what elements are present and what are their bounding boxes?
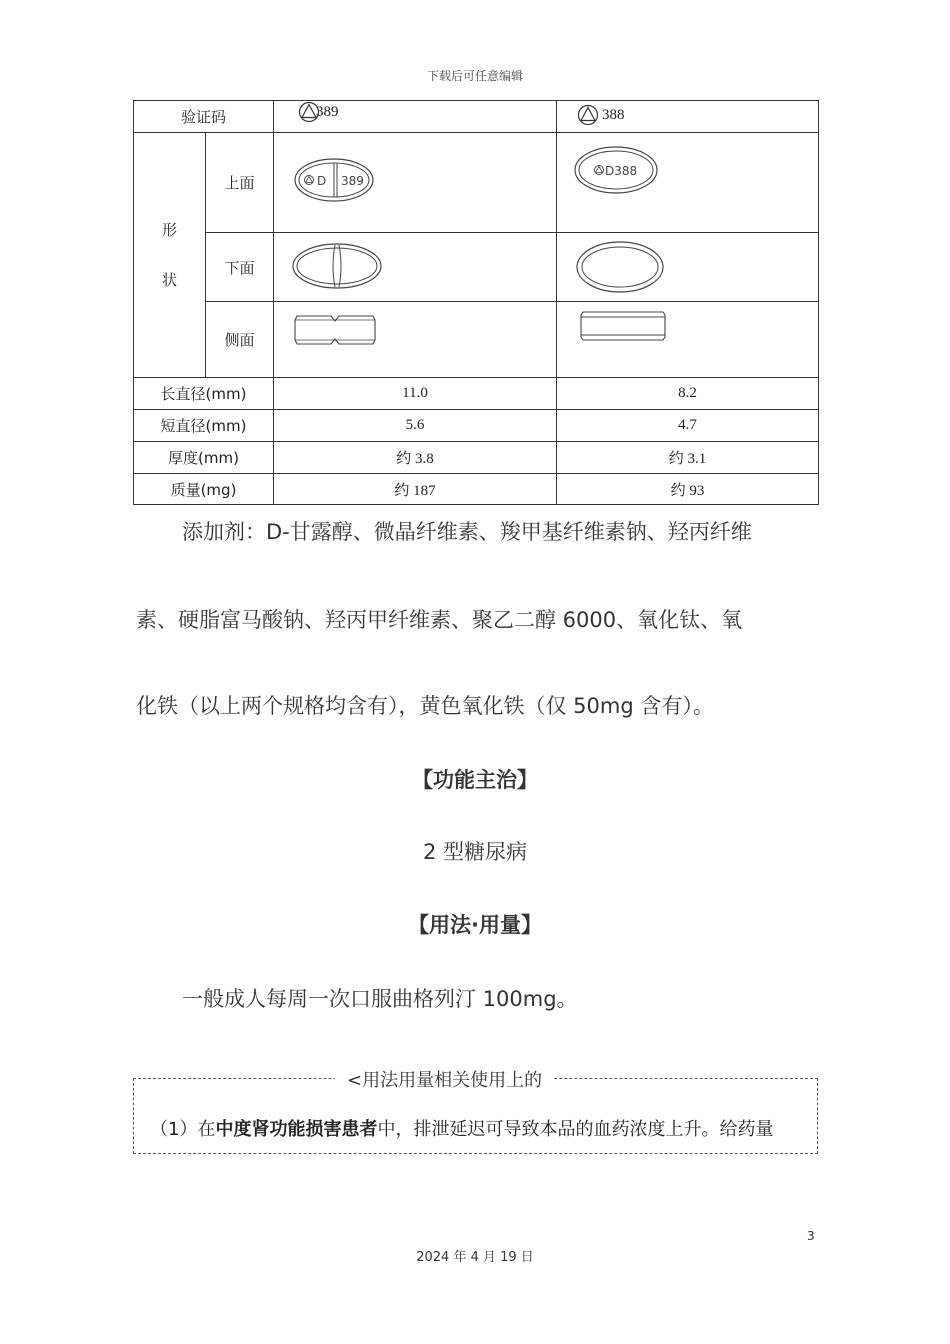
row-label: 厚度(mm) xyxy=(134,442,274,474)
additives-line-3: 化铁（以上两个规格均含有），黄色氧化铁（仅 50mg 含有）。 xyxy=(136,694,714,718)
tablet-1-mark-right: 389 xyxy=(341,174,364,188)
tablet-2-mark: D388 xyxy=(605,164,638,178)
page-footer-date: 2024 年 4 月 19 日 xyxy=(416,1250,534,1265)
code-cell-2 xyxy=(557,101,819,133)
tablet-1-bottom-image xyxy=(291,241,383,291)
shape-label-char-1: 形 xyxy=(161,221,177,239)
table-row xyxy=(134,101,819,133)
side-view-label: 侧面 xyxy=(206,302,274,378)
dosage-text: 一般成人每周一次口服曲格列汀 100mg。 xyxy=(182,987,578,1011)
row-value-2: 约 3.1 xyxy=(557,442,819,474)
row-label: 短直径(mm) xyxy=(134,410,274,442)
code-value-1: 389 xyxy=(316,103,339,120)
bottom-view-label: 下面 xyxy=(206,233,274,302)
tablet-spec-table xyxy=(133,100,819,505)
tablet-2-bottom-image xyxy=(575,240,665,294)
additives-line-2: 素、硬脂富马酸钠、羟丙甲纤维素、聚乙二醇 6000、氧化钛、氧 xyxy=(136,608,743,632)
page-header: 下载后可任意编辑 xyxy=(426,69,523,83)
table-row xyxy=(134,302,819,378)
indication-heading: 【功能主治】 xyxy=(412,768,538,792)
dosage-notes-bold: 中度肾功能损害患者 xyxy=(215,1119,378,1140)
table-row xyxy=(134,233,819,302)
code-label: 验证码 xyxy=(134,101,274,133)
table-row xyxy=(134,378,819,410)
tablet-1-side-image xyxy=(293,312,379,348)
shape-label-char-2: 状 xyxy=(161,271,177,289)
indication-text: 2 型糖尿病 xyxy=(422,840,528,864)
dosage-notes-text xyxy=(150,1115,773,1141)
row-value-1: 5.6 xyxy=(274,410,557,442)
top-view-label: 上面 xyxy=(206,133,274,233)
tablet-2-top-image xyxy=(573,145,659,195)
row-value-2: 约 93 xyxy=(557,474,819,505)
row-value-1: 约 187 xyxy=(274,474,557,505)
tablet-1-top-view xyxy=(274,133,557,233)
tablet-1-bottom-view xyxy=(274,233,557,302)
row-value-1: 11.0 xyxy=(274,378,557,410)
code-cell-1 xyxy=(274,101,557,133)
dosage-notes-suffix: 中，排泄延迟可导致本品的血药浓度上升。给药量 xyxy=(377,1119,774,1140)
code-value-2: 388 xyxy=(602,106,625,123)
tablet-2-side-view xyxy=(557,302,819,378)
tablet-2-bottom-view xyxy=(557,233,819,302)
tablet-2-top-view xyxy=(557,133,819,233)
table-row xyxy=(134,442,819,474)
tablet-1-mark-left: D xyxy=(317,174,327,188)
triangle-circle-logo-icon xyxy=(577,104,599,126)
table-row xyxy=(134,474,819,505)
tablet-1-top-image xyxy=(293,157,375,203)
tablet-2-side-image xyxy=(579,309,669,343)
page-number: 3 xyxy=(807,1229,815,1243)
additives-line-1: 添加剂：D-甘露醇、微晶纤维素、羧甲基纤维素钠、羟丙纤维 xyxy=(182,520,752,544)
dosage-heading: 【用法·用量】 xyxy=(408,913,542,937)
shape-label xyxy=(134,133,206,378)
dosage-notes-prefix: （1）在 xyxy=(150,1119,216,1140)
row-value-1: 约 3.8 xyxy=(274,442,557,474)
table-row xyxy=(134,410,819,442)
row-label: 质量(mg) xyxy=(134,474,274,505)
row-value-2: 8.2 xyxy=(557,378,819,410)
tablet-1-side-view xyxy=(274,302,557,378)
table-row xyxy=(134,133,819,233)
row-label: 长直径(mm) xyxy=(134,378,274,410)
dosage-notes-title: <用法用量相关使用上的 xyxy=(335,1066,554,1088)
row-value-2: 4.7 xyxy=(557,410,819,442)
